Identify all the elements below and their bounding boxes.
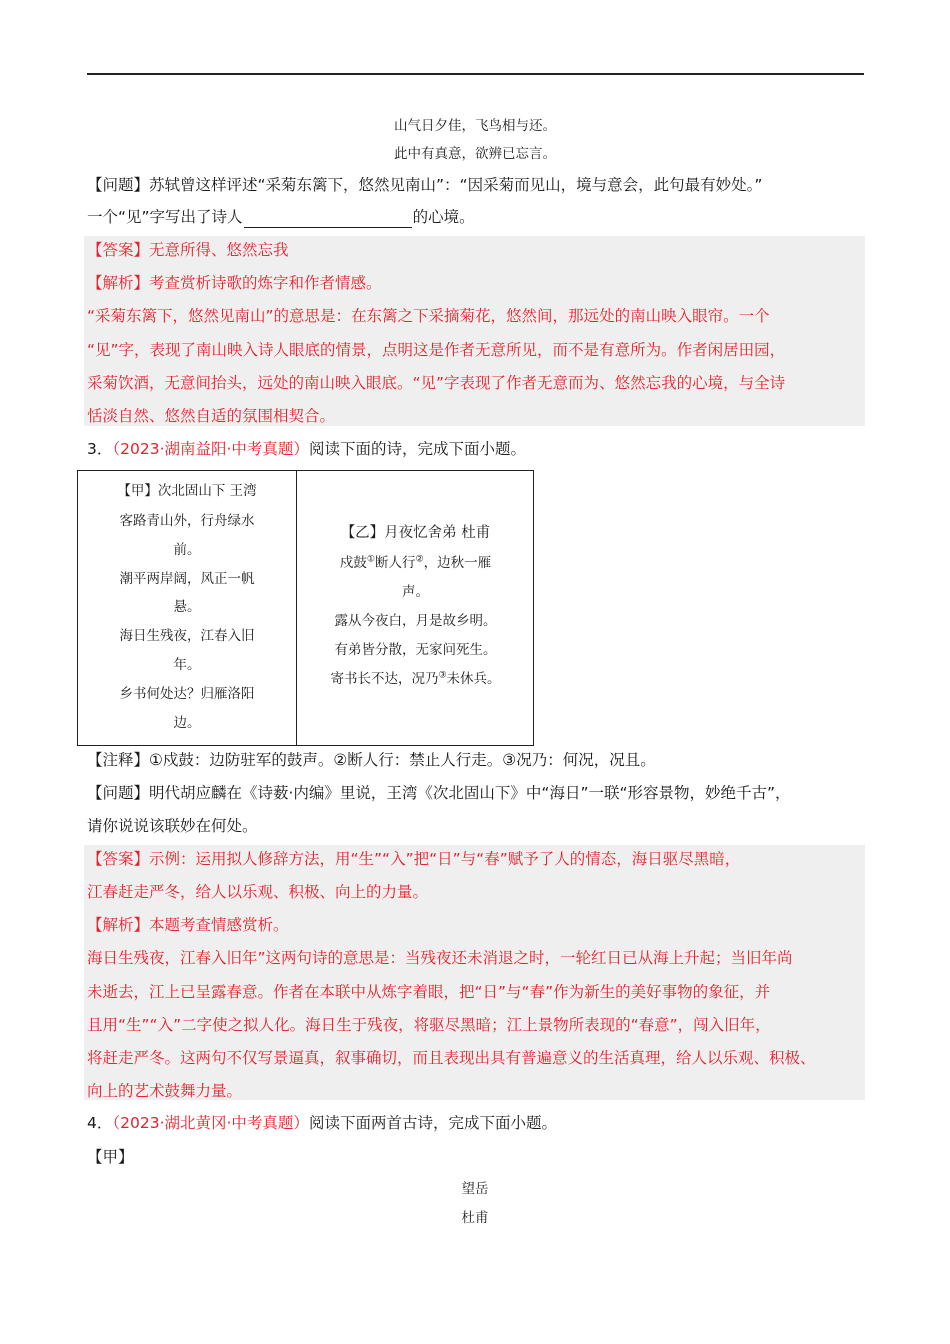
question-header: 4．（2023·湖北黄冈·中考真题）阅读下面两首古诗，完成下面小题。 <box>87 1114 557 1132</box>
answer-blank <box>244 211 412 228</box>
analysis-line: 海日生残夜，江春入旧年”这两句诗的意思是：当残夜还未消退之时，一轮红日已从海上升起；当旧年尚 <box>87 949 793 967</box>
header-rule <box>87 73 864 75</box>
question-source: （2023·湖南益阳·中考真题） <box>112 440 309 458</box>
analysis-line: 将赶走严冬。这两句不仅写景逼真，叙事确切，而且表现出具有普遍意义的生活真理，给人以乐观、积极、 <box>87 1049 816 1067</box>
poem-jia-line: 前。 <box>173 542 201 558</box>
answer-text: 江春赶走严冬，给人以乐观、积极、向上的力量。 <box>87 883 429 901</box>
analysis-line: “见”字，表现了南山映入诗人眼底的情景，点明这是作者无意所见，而不是有意所为。作者闲居田园， <box>87 341 786 359</box>
answer-text: 【答案】示例：运用拟人修辞方法，用“生”“入”把“日”与“春”赋予了人的情态，海日驱尽黑暗， <box>87 850 741 868</box>
analysis-line: 恬淡自然、悠然自适的氛围相契合。 <box>87 407 336 425</box>
poem-yi-line: 戍鼓①断人行②，边秋一雁 <box>339 554 492 571</box>
poem-title: 望岳 <box>461 1181 489 1197</box>
question-text: 【问题】苏轼曾这样评述“采菊东篱下，悠然见南山”：“因采菊而见山，境与意会，此句最有妙处。” <box>87 176 763 194</box>
question-text: 一个“见”字写出了诗人 的心境。 <box>87 208 475 226</box>
poem-yi-line: 露从今夜白，月是故乡明。 <box>334 613 497 629</box>
poem-author: 杜甫 <box>461 1210 489 1226</box>
analysis-line: 采菊饮酒，无意间抬头，远处的南山映入眼底。“见”字表现了作者无意而为、悠然忘我的心境，与全诗 <box>87 374 786 392</box>
poem-line: 此中有真意，欲辨已忘言。 <box>394 146 556 162</box>
analysis-line: 且用“生”“入”二字使之拟人化。海日生于残夜，将驱尽黑暗；江上景物所表现的“春意”，闯入旧年， <box>87 1016 771 1034</box>
table-divider <box>296 471 297 745</box>
poem-jia-line: 海日生残夜，江春入旧 <box>119 628 255 644</box>
poem-yi-line: 寄书长不达，况乃③未休兵。 <box>330 670 501 687</box>
poem-jia-title: 【甲】次北固山下 王湾 <box>117 483 257 499</box>
analysis-title: 【解析】考查赏析诗歌的炼字和作者情感。 <box>87 274 382 292</box>
poem-yi-line: 声。 <box>402 584 429 600</box>
question-header: 3．（2023·湖南益阳·中考真题）阅读下面的诗，完成下面小题。 <box>87 440 526 458</box>
analysis-line: 未逝去，江上已呈露春意。作者在本联中从炼字着眼，把“日”与“春”作为新生的美好事物的象征，并 <box>87 983 771 1001</box>
question-text: 【问题】明代胡应麟在《诗薮·内编》里说，王湾《次北固山下》中“海日”一联“形容景物，妙绝千古”， <box>87 784 791 802</box>
poem-jia-line: 潮平两岸阔，风正一帆 <box>119 571 255 587</box>
poem-jia-line: 乡书何处达？归雁洛阳 <box>119 686 255 702</box>
question-source: （2023·湖北黄冈·中考真题） <box>112 1114 309 1132</box>
analysis-title: 【解析】本题考查情感赏析。 <box>87 916 289 934</box>
poem-yi-title: 【乙】月夜忆舍弟 杜甫 <box>340 525 491 541</box>
answer-text: 【答案】无意所得、悠然忘我 <box>87 241 289 259</box>
question-text: 请你说说该联妙在何处。 <box>87 817 258 835</box>
poem-jia-line: 客路青山外，行舟绿水 <box>119 513 255 529</box>
poem-table <box>77 470 534 746</box>
poem-yi-line: 有弟皆分散，无家问死生。 <box>334 642 497 658</box>
analysis-line: 向上的艺术鼓舞力量。 <box>87 1082 243 1100</box>
section-label: 【甲】 <box>87 1148 134 1166</box>
poem-jia-line: 悬。 <box>173 599 201 615</box>
poem-jia-line: 年。 <box>173 657 201 673</box>
poem-jia-line: 边。 <box>173 715 201 731</box>
answer-shaded-block <box>84 236 865 426</box>
notes-text: 【注释】①戍鼓：边防驻军的鼓声。②断人行：禁止人行走。③况乃：何况，况且。 <box>87 751 656 769</box>
poem-line: 山气日夕佳，飞鸟相与还。 <box>394 118 556 134</box>
analysis-line: “采菊东篱下，悠然见南山”的意思是：在东篱之下采摘菊花，悠然间，那远处的南山映入眼帘。一个 <box>87 307 770 325</box>
